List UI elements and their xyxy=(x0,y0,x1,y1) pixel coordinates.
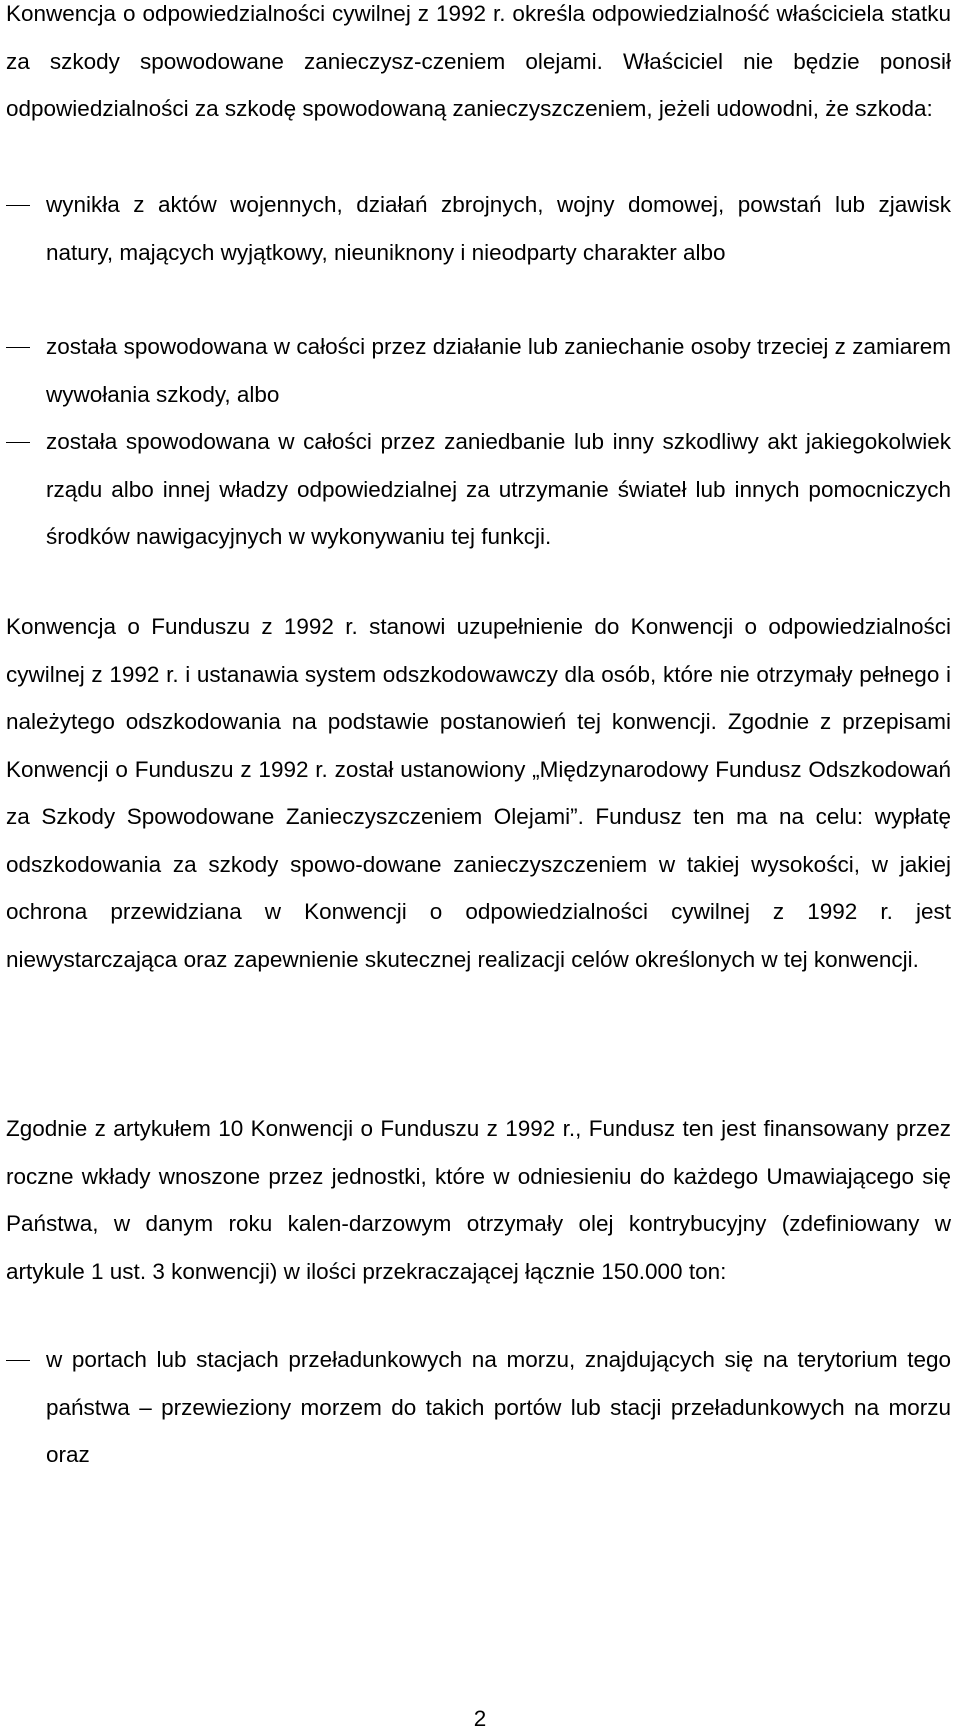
list-item xyxy=(6,418,951,561)
list-item-text: została spowodowana w całości przez zaniedbanie lub inny szkodliwy akt jakiegokolwiek rządu albo innej władzy odpowiedzialnej za utrzymanie świateł lub innych pomocniczych środków nawigacyjnych w wykonywaniu tej funkcji. xyxy=(46,429,951,549)
list-item-text: w portach lub stacjach przeładunkowych na morzu, znajdujących się na terytorium tego państwa – przewieziony morzem do takich portów lub stacji przeładunkowych na morzu oraz xyxy=(46,1347,951,1467)
paragraph-fund-financing: Zgodnie z artykułem 10 Konwencji o Funduszu z 1992 r., Fundusz ten jest finansowany przez roczne wkłady wnoszone przez jednostki, które w odniesieniu do każdego Umawiającego się Państwa, w danym roku kalen-darzowym otrzymały olej kontrybucyjny (zdefiniowany w artykule 1 ust. 3 konwencji) w ilości przekraczającej łącznie 150.000 ton: xyxy=(6,1116,951,1284)
list-item xyxy=(6,323,951,418)
page-number: 2 xyxy=(473,1706,487,1731)
paragraph-liability-convention: Konwencja o odpowiedzialności cywilnej z 1992 r. określa odpowiedzialność właściciela statku za szkody spowodowane zanieczysz-czeniem olejami. Właściciel nie będzie ponosił odpowiedzialności za szkodę spowodowaną zanieczyszczeniem, jeżeli udowodni, że szkoda: xyxy=(6,1,951,121)
list-item xyxy=(6,1336,951,1479)
list-item-text: została spowodowana w całości przez działanie lub zaniechanie osoby trzeciej z zamiarem wywołania szkody, albo xyxy=(46,334,951,407)
list-item xyxy=(6,181,951,276)
list-item-text: wynikła z aktów wojennych, działań zbrojnych, wojny domowej, powstań lub zjawisk natury, mających wyjątkowy, nieuniknony i nieodparty charakter albo xyxy=(46,192,951,265)
paragraph-fund-convention: Konwencja o Funduszu z 1992 r. stanowi uzupełnienie do Konwencji o odpowiedzialności cywilnej z 1992 r. i ustanawia system odszkodowawczy dla osób, które nie otrzymały pełnego i należytego odszkodowania na podstawie postanowień tej konwencji. Zgodnie z przepisami Konwencji o Funduszu z 1992 r. został ustanowiony „Międzynarodowy Fundusz Odszkodowań za Szkody Spowodowane Zanieczyszczeniem Olejami”. Fundusz ten ma na celu: wypłatę odszkodowania za szkody spowo-dowane zanieczyszczeniem w takiej wysokości, w jakiej ochrona przewidziana w Konwencji o odpowiedzialności cywilnej z 1992 r. jest niewystarczająca oraz zapewnienie skutecznej realizacji celów określonych w tej konwencji. xyxy=(6,614,951,972)
